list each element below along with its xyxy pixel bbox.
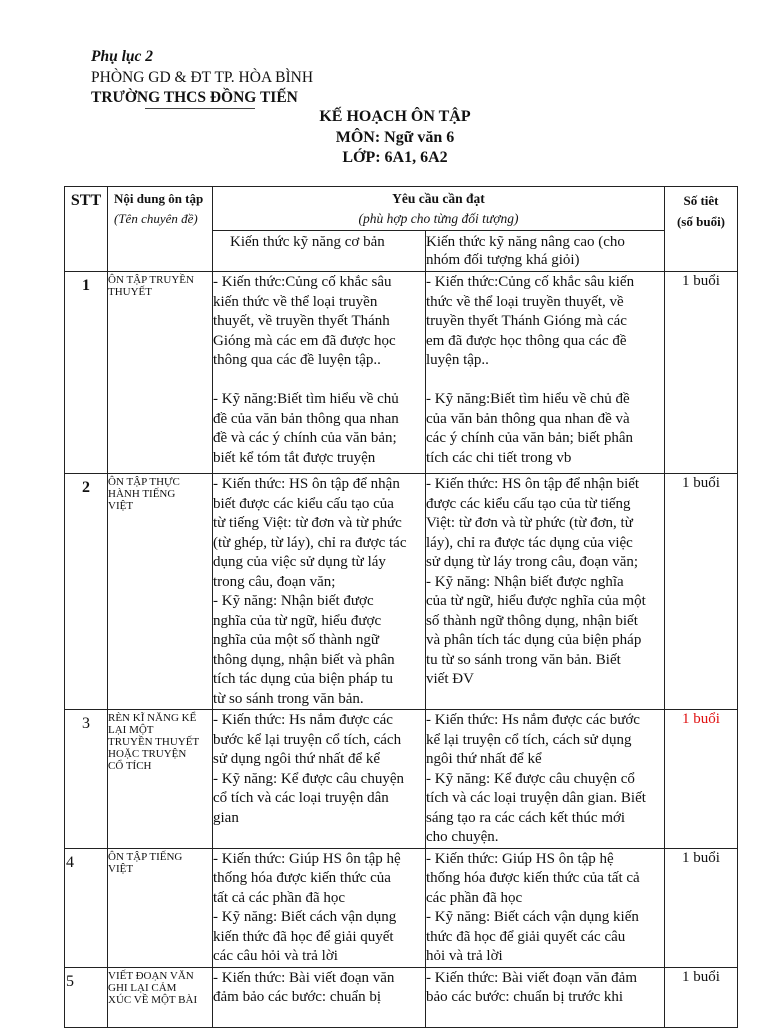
basic-line: - Kỹ năng: Nhận biết được xyxy=(213,593,374,609)
advanced-line: em đã được học thông qua các đề xyxy=(426,332,627,349)
basic-line: thông qua các đề luyện tập.. xyxy=(213,352,381,368)
advanced-line: truyền thyết Thánh Gióng mà các xyxy=(426,313,627,329)
basic-line: - Kiến thức: Bài viết đoạn văn xyxy=(213,969,395,986)
basic-line: Gióng mà các em đã được học xyxy=(213,332,396,349)
advanced-line: - Kỹ năng: Nhận biết được nghĩa xyxy=(426,573,624,590)
session-count: 1 buổi xyxy=(665,710,738,849)
topic-line: ÔN TẬP TRUYỀN xyxy=(108,274,194,286)
row-number: 2 xyxy=(65,474,108,710)
requirements-header xyxy=(213,187,665,231)
advanced-line: tích và các loại truyện dân gian. Biết xyxy=(426,790,646,806)
advanced-line: kể lại truyện cổ tích, cách sử dụng xyxy=(426,731,632,748)
basic-line: - Kiến thức: Giúp HS ôn tập hệ xyxy=(213,850,401,867)
table-row xyxy=(65,710,738,849)
row-number: 1 xyxy=(65,272,108,474)
basic-line: đề của văn bản thông qua nhan xyxy=(213,410,399,427)
basic-line: từ tiếng Việt: từ đơn và từ phức xyxy=(213,515,402,531)
advanced-line: của văn bản thông qua nhan đề và xyxy=(426,410,630,427)
basic-line xyxy=(213,371,425,391)
advanced-line: - Kiến thức: HS ôn tập để nhận biết xyxy=(426,476,640,492)
advanced-line: thức đã học để giải quyết các câu xyxy=(426,928,626,945)
topic-line: HÀNH TIẾNG xyxy=(108,488,176,500)
count-header-line: Số tiêt xyxy=(683,193,719,208)
basic-line: đề và các ý chính của văn bản; xyxy=(213,430,397,446)
school-name: TRƯỜNG THCS ĐỒNG TIẾN xyxy=(91,89,298,106)
topic-line: RÈN KĨ NĂNG KỂ xyxy=(108,712,197,724)
advanced-requirements-cell xyxy=(426,967,665,1027)
header-row xyxy=(65,187,738,231)
topic-cell xyxy=(108,474,213,710)
advanced-line: - Kỹ năng:Biết tìm hiểu về chủ đề xyxy=(426,391,630,407)
basic-requirements-cell xyxy=(213,848,426,967)
basic-requirements-cell xyxy=(213,967,426,1027)
topic-line: VIỆT xyxy=(108,862,134,875)
basic-line: - Kỹ năng: Kể được câu chuyện xyxy=(213,770,404,787)
topic-line: XÚC VỀ MỘT BÀI xyxy=(108,993,198,1006)
advanced-line: luyện tập.. xyxy=(426,352,489,368)
table-row xyxy=(65,474,738,710)
row-number: 4 xyxy=(65,848,108,967)
basic-requirements-cell xyxy=(213,710,426,849)
advanced-requirements-cell xyxy=(426,272,665,474)
topic-line: THUYẾT xyxy=(108,286,152,298)
basic-line: biết kể tóm tắt được truyện xyxy=(213,449,376,466)
table-row xyxy=(65,967,738,1027)
advanced-line: cho chuyện. xyxy=(426,829,499,845)
topic-line: TRUYỀN THUYẾT xyxy=(108,736,200,748)
document-title: KẾ HOẠCH ÔN TẬP xyxy=(319,108,471,125)
basic-line: - Kỹ năng:Biết tìm hiểu về chủ xyxy=(213,391,399,407)
topic-line: ÔN TẬP TIẾNG xyxy=(108,850,183,863)
basic-header: Kiến thức kỹ năng cơ bản xyxy=(213,231,426,272)
topic-line: LẠI MỘT xyxy=(108,724,154,736)
advanced-line: ngôi thứ nhất để kể xyxy=(426,751,542,767)
topic-header xyxy=(108,187,213,272)
advanced-line: tu từ so sánh trong văn bản. Biết xyxy=(426,651,621,668)
advanced-line: - Kỹ năng: Kể được câu chuyện cổ xyxy=(426,770,635,787)
topic-line: CỔ TÍCH xyxy=(108,760,152,772)
basic-line: các câu hỏi và trả lời xyxy=(213,948,338,964)
advanced-line: Việt: từ đơn và từ phức (từ đơn, từ xyxy=(426,515,633,531)
basic-line: - Kiến thức: Hs nắm được các xyxy=(213,712,393,728)
basic-line: tích tác dụng của biện pháp tu xyxy=(213,671,393,687)
topic-line: GHI LẠI CẢM xyxy=(108,981,177,994)
table-row xyxy=(65,272,738,474)
basic-line: nghĩa của từ ngữ, hiểu được xyxy=(213,612,382,629)
advanced-line: thức về thể loại truyền thuyết, về xyxy=(426,293,624,310)
topic-cell xyxy=(108,710,213,849)
basic-line: biết được các kiểu cấu tạo của xyxy=(213,495,394,512)
basic-line: thuyết, về truyền thyết Thánh xyxy=(213,313,390,329)
session-count: 1 buổi xyxy=(665,474,738,710)
session-count: 1 buổi xyxy=(665,272,738,474)
advanced-line: láy), chỉ ra được tác dụng của việc xyxy=(426,534,633,551)
session-count: 1 buổi xyxy=(665,848,738,967)
advanced-line: các ý chính của văn bản; biết phân xyxy=(426,430,633,446)
basic-line: - Kiến thức:Củng cố khắc sâu xyxy=(213,274,392,290)
advanced-line: viết ĐV xyxy=(426,671,474,687)
basic-line: trong câu, đoạn văn; xyxy=(213,573,336,590)
topic-cell xyxy=(108,967,213,1027)
basic-requirements-cell xyxy=(213,272,426,474)
basic-line: - Kỹ năng: Biết cách vận dụng xyxy=(213,909,397,925)
topic-cell xyxy=(108,848,213,967)
subject-line: MÔN: Ngữ văn 6 xyxy=(335,129,455,146)
advanced-requirements-cell xyxy=(426,710,665,849)
requirements-note: (phù hợp cho từng đối tượng) xyxy=(358,211,519,226)
basic-line: kiến thức đã học để giải quyết xyxy=(213,928,394,945)
basic-line: kiến thức về thể loại truyền xyxy=(213,293,378,310)
topic-line: VIẾT ĐOẠN VĂN xyxy=(108,969,194,982)
basic-line: sử dụng ngôi thứ nhất để kể xyxy=(213,751,381,767)
advanced-line: - Kiến thức:Củng cố khắc sâu kiến xyxy=(426,274,635,290)
advanced-header xyxy=(426,231,665,272)
advanced-line: sáng tạo ra các cách kết thúc mới xyxy=(426,809,626,826)
appendix-label: Phụ lục 2 xyxy=(91,48,154,65)
advanced-line: tích các chi tiết trong vb xyxy=(426,449,572,466)
requirements-title: Yêu cầu cần đạt xyxy=(392,191,485,206)
topic-line: ÔN TẬP THỰC xyxy=(108,476,180,488)
topic-header-bold: Nội dung ôn tập xyxy=(114,191,204,206)
stt-header: STT xyxy=(65,187,108,272)
basic-line: dụng của việc sử dụng từ láy xyxy=(213,554,386,570)
basic-line: cổ tích và các loại truyện dân xyxy=(213,790,389,806)
topic-cell xyxy=(108,272,213,474)
basic-line: đảm bảo các bước: chuẩn bị xyxy=(213,989,382,1005)
advanced-line: hỏi và trả lời xyxy=(426,948,503,964)
advanced-line: của từ ngữ, hiểu được nghĩa của một xyxy=(426,593,646,609)
basic-line: nghĩa của một số thành ngữ xyxy=(213,632,380,648)
advanced-line: - Kiến thức: Hs nắm được các bước xyxy=(426,712,640,728)
basic-line: (từ ghép, từ láy), chỉ ra được tác xyxy=(213,534,407,551)
advanced-line xyxy=(426,371,664,391)
advanced-line: - Kiến thức: Bài viết đoạn văn đảm xyxy=(426,969,637,986)
basic-line: bước kể lại truyện cổ tích, cách xyxy=(213,731,402,748)
advanced-line: các phần đã học xyxy=(426,889,523,906)
advanced-requirements-cell xyxy=(426,848,665,967)
basic-requirements-cell xyxy=(213,474,426,710)
advanced-line: và phân tích tác dụng của biện pháp xyxy=(426,632,642,648)
topic-line: VIỆT xyxy=(108,500,134,512)
basic-line: thông dụng, nhận biết và phân xyxy=(213,651,395,668)
advanced-line: bảo các bước: chuẩn bị trước khi xyxy=(426,989,624,1005)
advanced-line: thống hóa được kiến thức của tất cả xyxy=(426,870,640,886)
row-number: 5 xyxy=(65,967,108,1027)
basic-line: - Kiến thức: HS ôn tập để nhận xyxy=(213,476,400,492)
advanced-header-line: nhóm đối tượng khá giỏi) xyxy=(426,252,580,268)
topic-line: HOẶC TRUYỆN xyxy=(108,748,187,760)
topic-header-italic: (Tên chuyên đề) xyxy=(114,211,198,226)
count-header xyxy=(665,187,738,272)
row-number: 3 xyxy=(65,710,108,849)
basic-line: thống hóa được kiến thức của xyxy=(213,870,391,886)
session-count: 1 buổi xyxy=(665,967,738,1027)
advanced-line: số thành ngữ thông dụng, nhận biết xyxy=(426,612,638,629)
class-line: LỚP: 6A1, 6A2 xyxy=(342,149,448,166)
advanced-line: - Kiến thức: Giúp HS ôn tập hệ xyxy=(426,850,614,867)
basic-line: từ so sánh trong văn bản. xyxy=(213,690,364,707)
advanced-requirements-cell xyxy=(426,474,665,710)
basic-line: tất cả các phần đã học xyxy=(213,889,346,906)
table-row xyxy=(65,848,738,967)
basic-line: gian xyxy=(213,809,239,826)
advanced-line: - Kỹ năng: Biết cách vận dụng kiến xyxy=(426,909,639,925)
advanced-line: được các kiểu cấu tạo của từ tiếng xyxy=(426,495,631,512)
department-name: PHÒNG GD & ĐT TP. HÒA BÌNH xyxy=(91,69,314,86)
advanced-line: sử dụng từ láy trong câu, đoạn văn; xyxy=(426,554,639,570)
advanced-header-line: Kiến thức kỹ năng nâng cao (cho xyxy=(426,234,625,250)
count-header-line: (số buổi) xyxy=(676,214,726,229)
review-plan-table xyxy=(64,186,738,1028)
